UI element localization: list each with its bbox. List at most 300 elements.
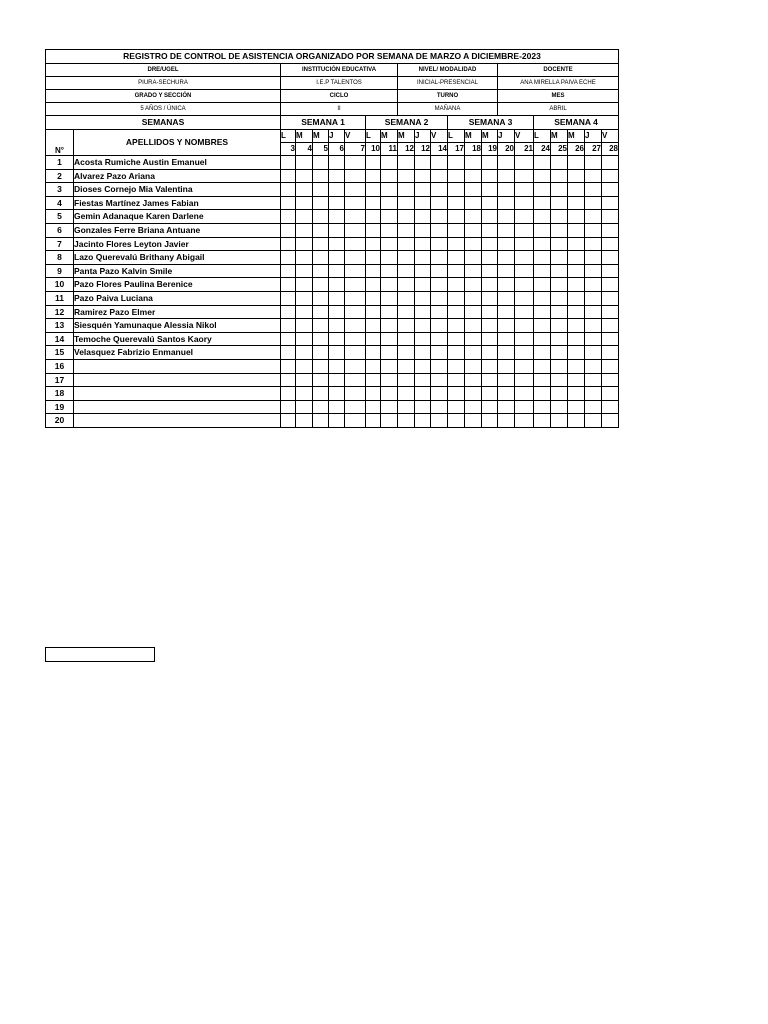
attendance-cell[interactable] [296,210,313,224]
attendance-cell[interactable] [366,319,381,333]
attendance-cell[interactable] [551,359,568,373]
attendance-cell[interactable] [602,251,619,265]
attendance-cell[interactable] [398,305,415,319]
attendance-cell[interactable] [281,237,296,251]
attendance-cell[interactable] [498,414,515,428]
attendance-cell[interactable] [465,291,482,305]
attendance-cell[interactable] [329,169,345,183]
attendance-cell[interactable] [534,210,551,224]
attendance-cell[interactable] [602,264,619,278]
attendance-cell[interactable] [498,387,515,401]
attendance-cell[interactable] [498,251,515,265]
attendance-cell[interactable] [515,251,534,265]
attendance-cell[interactable] [534,387,551,401]
attendance-cell[interactable] [465,387,482,401]
attendance-cell[interactable] [329,210,345,224]
attendance-cell[interactable] [534,332,551,346]
attendance-cell[interactable] [366,183,381,197]
attendance-cell[interactable] [534,264,551,278]
attendance-cell[interactable] [431,400,448,414]
attendance-cell[interactable] [602,156,619,170]
attendance-cell[interactable] [415,169,431,183]
attendance-cell[interactable] [296,156,313,170]
attendance-cell[interactable] [296,387,313,401]
attendance-cell[interactable] [381,291,398,305]
attendance-cell[interactable] [329,291,345,305]
attendance-cell[interactable] [515,414,534,428]
attendance-cell[interactable] [381,169,398,183]
attendance-cell[interactable] [345,156,366,170]
attendance-cell[interactable] [515,237,534,251]
attendance-cell[interactable] [602,400,619,414]
attendance-cell[interactable] [381,251,398,265]
attendance-cell[interactable] [313,278,329,292]
attendance-cell[interactable] [448,387,465,401]
attendance-cell[interactable] [585,278,602,292]
attendance-cell[interactable] [313,319,329,333]
attendance-cell[interactable] [281,169,296,183]
attendance-cell[interactable] [585,210,602,224]
attendance-cell[interactable] [448,278,465,292]
attendance-cell[interactable] [366,387,381,401]
attendance-cell[interactable] [329,332,345,346]
attendance-cell[interactable] [551,278,568,292]
attendance-cell[interactable] [482,264,498,278]
attendance-cell[interactable] [551,291,568,305]
attendance-cell[interactable] [366,278,381,292]
attendance-cell[interactable] [431,359,448,373]
attendance-cell[interactable] [381,210,398,224]
attendance-cell[interactable] [515,210,534,224]
attendance-cell[interactable] [515,373,534,387]
attendance-cell[interactable] [415,237,431,251]
attendance-cell[interactable] [551,237,568,251]
attendance-cell[interactable] [366,251,381,265]
attendance-cell[interactable] [515,264,534,278]
attendance-cell[interactable] [281,400,296,414]
attendance-cell[interactable] [345,210,366,224]
attendance-cell[interactable] [498,196,515,210]
attendance-cell[interactable] [534,183,551,197]
attendance-cell[interactable] [602,332,619,346]
attendance-cell[interactable] [345,305,366,319]
attendance-cell[interactable] [465,414,482,428]
attendance-cell[interactable] [296,169,313,183]
attendance-cell[interactable] [534,196,551,210]
attendance-cell[interactable] [568,237,585,251]
attendance-cell[interactable] [431,291,448,305]
attendance-cell[interactable] [415,305,431,319]
attendance-cell[interactable] [585,156,602,170]
attendance-cell[interactable] [281,156,296,170]
attendance-cell[interactable] [398,169,415,183]
attendance-cell[interactable] [534,305,551,319]
attendance-cell[interactable] [345,346,366,360]
attendance-cell[interactable] [568,400,585,414]
attendance-cell[interactable] [381,400,398,414]
attendance-cell[interactable] [415,319,431,333]
attendance-cell[interactable] [465,278,482,292]
attendance-cell[interactable] [398,223,415,237]
attendance-cell[interactable] [415,332,431,346]
attendance-cell[interactable] [281,278,296,292]
attendance-cell[interactable] [345,223,366,237]
attendance-cell[interactable] [431,237,448,251]
attendance-cell[interactable] [345,291,366,305]
attendance-cell[interactable] [534,319,551,333]
attendance-cell[interactable] [448,156,465,170]
attendance-cell[interactable] [515,305,534,319]
attendance-cell[interactable] [551,251,568,265]
attendance-cell[interactable] [602,346,619,360]
attendance-cell[interactable] [415,400,431,414]
attendance-cell[interactable] [296,251,313,265]
attendance-cell[interactable] [482,400,498,414]
attendance-cell[interactable] [498,223,515,237]
attendance-cell[interactable] [448,223,465,237]
attendance-cell[interactable] [366,223,381,237]
attendance-cell[interactable] [313,223,329,237]
attendance-cell[interactable] [329,278,345,292]
attendance-cell[interactable] [534,400,551,414]
attendance-cell[interactable] [482,387,498,401]
attendance-cell[interactable] [515,223,534,237]
attendance-cell[interactable] [431,346,448,360]
attendance-cell[interactable] [281,346,296,360]
attendance-cell[interactable] [296,278,313,292]
attendance-cell[interactable] [431,387,448,401]
attendance-cell[interactable] [551,319,568,333]
attendance-cell[interactable] [345,387,366,401]
attendance-cell[interactable] [296,237,313,251]
attendance-cell[interactable] [415,183,431,197]
attendance-cell[interactable] [465,169,482,183]
attendance-cell[interactable] [296,196,313,210]
attendance-cell[interactable] [534,251,551,265]
attendance-cell[interactable] [381,359,398,373]
attendance-cell[interactable] [585,332,602,346]
attendance-cell[interactable] [381,305,398,319]
attendance-cell[interactable] [329,400,345,414]
attendance-cell[interactable] [515,291,534,305]
attendance-cell[interactable] [498,319,515,333]
attendance-cell[interactable] [585,359,602,373]
attendance-cell[interactable] [585,319,602,333]
attendance-cell[interactable] [431,169,448,183]
attendance-cell[interactable] [281,264,296,278]
attendance-cell[interactable] [329,359,345,373]
attendance-cell[interactable] [602,359,619,373]
attendance-cell[interactable] [366,305,381,319]
attendance-cell[interactable] [431,223,448,237]
attendance-cell[interactable] [551,332,568,346]
attendance-cell[interactable] [345,400,366,414]
attendance-cell[interactable] [465,223,482,237]
attendance-cell[interactable] [448,332,465,346]
attendance-cell[interactable] [366,291,381,305]
attendance-cell[interactable] [366,346,381,360]
attendance-cell[interactable] [551,346,568,360]
attendance-cell[interactable] [329,346,345,360]
attendance-cell[interactable] [482,196,498,210]
attendance-cell[interactable] [415,387,431,401]
attendance-cell[interactable] [568,305,585,319]
attendance-cell[interactable] [465,156,482,170]
attendance-cell[interactable] [568,251,585,265]
attendance-cell[interactable] [329,223,345,237]
attendance-cell[interactable] [568,196,585,210]
attendance-cell[interactable] [296,319,313,333]
attendance-cell[interactable] [313,414,329,428]
attendance-cell[interactable] [602,291,619,305]
attendance-cell[interactable] [381,183,398,197]
attendance-cell[interactable] [602,169,619,183]
attendance-cell[interactable] [329,373,345,387]
attendance-cell[interactable] [482,223,498,237]
attendance-cell[interactable] [415,414,431,428]
attendance-cell[interactable] [498,237,515,251]
attendance-cell[interactable] [329,156,345,170]
attendance-cell[interactable] [551,387,568,401]
attendance-cell[interactable] [568,319,585,333]
attendance-cell[interactable] [534,237,551,251]
attendance-cell[interactable] [515,400,534,414]
attendance-cell[interactable] [281,291,296,305]
attendance-cell[interactable] [448,264,465,278]
attendance-cell[interactable] [296,183,313,197]
attendance-cell[interactable] [345,414,366,428]
attendance-cell[interactable] [551,400,568,414]
attendance-cell[interactable] [465,305,482,319]
attendance-cell[interactable] [398,237,415,251]
attendance-cell[interactable] [345,278,366,292]
attendance-cell[interactable] [366,237,381,251]
attendance-cell[interactable] [568,414,585,428]
attendance-cell[interactable] [381,196,398,210]
attendance-cell[interactable] [313,183,329,197]
attendance-cell[interactable] [329,251,345,265]
attendance-cell[interactable] [448,183,465,197]
attendance-cell[interactable] [498,210,515,224]
attendance-cell[interactable] [381,387,398,401]
attendance-cell[interactable] [465,183,482,197]
attendance-cell[interactable] [345,251,366,265]
attendance-cell[interactable] [448,346,465,360]
attendance-cell[interactable] [448,291,465,305]
attendance-cell[interactable] [281,251,296,265]
attendance-cell[interactable] [398,346,415,360]
attendance-cell[interactable] [551,210,568,224]
attendance-cell[interactable] [602,237,619,251]
attendance-cell[interactable] [585,400,602,414]
attendance-cell[interactable] [431,210,448,224]
attendance-cell[interactable] [482,373,498,387]
attendance-cell[interactable] [482,251,498,265]
attendance-cell[interactable] [281,305,296,319]
attendance-cell[interactable] [585,291,602,305]
attendance-cell[interactable] [415,196,431,210]
attendance-cell[interactable] [329,196,345,210]
attendance-cell[interactable] [281,196,296,210]
attendance-cell[interactable] [313,332,329,346]
attendance-cell[interactable] [366,359,381,373]
attendance-cell[interactable] [551,373,568,387]
attendance-cell[interactable] [415,223,431,237]
attendance-cell[interactable] [415,156,431,170]
attendance-cell[interactable] [568,346,585,360]
attendance-cell[interactable] [415,346,431,360]
attendance-cell[interactable] [551,264,568,278]
attendance-cell[interactable] [515,387,534,401]
attendance-cell[interactable] [366,169,381,183]
attendance-cell[interactable] [568,156,585,170]
attendance-cell[interactable] [498,169,515,183]
attendance-cell[interactable] [551,196,568,210]
attendance-cell[interactable] [366,210,381,224]
attendance-cell[interactable] [498,183,515,197]
attendance-cell[interactable] [296,373,313,387]
attendance-cell[interactable] [602,305,619,319]
attendance-cell[interactable] [366,156,381,170]
attendance-cell[interactable] [551,156,568,170]
attendance-cell[interactable] [313,400,329,414]
attendance-cell[interactable] [568,359,585,373]
attendance-cell[interactable] [281,223,296,237]
attendance-cell[interactable] [602,183,619,197]
attendance-cell[interactable] [498,359,515,373]
attendance-cell[interactable] [602,278,619,292]
attendance-cell[interactable] [585,169,602,183]
attendance-cell[interactable] [296,264,313,278]
attendance-cell[interactable] [515,359,534,373]
attendance-cell[interactable] [602,387,619,401]
attendance-cell[interactable] [602,223,619,237]
attendance-cell[interactable] [585,237,602,251]
attendance-cell[interactable] [568,264,585,278]
attendance-cell[interactable] [431,251,448,265]
attendance-cell[interactable] [381,156,398,170]
attendance-cell[interactable] [534,169,551,183]
attendance-cell[interactable] [431,305,448,319]
attendance-cell[interactable] [551,305,568,319]
attendance-cell[interactable] [448,251,465,265]
attendance-cell[interactable] [568,387,585,401]
attendance-cell[interactable] [585,183,602,197]
attendance-cell[interactable] [381,319,398,333]
attendance-cell[interactable] [345,319,366,333]
attendance-cell[interactable] [585,196,602,210]
attendance-cell[interactable] [415,264,431,278]
attendance-cell[interactable] [296,414,313,428]
attendance-cell[interactable] [515,278,534,292]
attendance-cell[interactable] [465,373,482,387]
attendance-cell[interactable] [465,400,482,414]
attendance-cell[interactable] [534,278,551,292]
attendance-cell[interactable] [398,373,415,387]
attendance-cell[interactable] [415,278,431,292]
attendance-cell[interactable] [585,264,602,278]
attendance-cell[interactable] [345,264,366,278]
attendance-cell[interactable] [398,400,415,414]
attendance-cell[interactable] [366,414,381,428]
attendance-cell[interactable] [465,210,482,224]
attendance-cell[interactable] [296,332,313,346]
attendance-cell[interactable] [313,359,329,373]
attendance-cell[interactable] [551,183,568,197]
attendance-cell[interactable] [534,346,551,360]
attendance-cell[interactable] [465,251,482,265]
attendance-cell[interactable] [281,373,296,387]
attendance-cell[interactable] [498,346,515,360]
attendance-cell[interactable] [465,237,482,251]
attendance-cell[interactable] [366,264,381,278]
attendance-cell[interactable] [498,400,515,414]
attendance-cell[interactable] [568,210,585,224]
attendance-cell[interactable] [398,387,415,401]
attendance-cell[interactable] [398,278,415,292]
attendance-cell[interactable] [398,210,415,224]
attendance-cell[interactable] [281,414,296,428]
attendance-cell[interactable] [482,359,498,373]
attendance-cell[interactable] [448,414,465,428]
attendance-cell[interactable] [281,210,296,224]
attendance-cell[interactable] [448,237,465,251]
attendance-cell[interactable] [281,387,296,401]
attendance-cell[interactable] [296,400,313,414]
attendance-cell[interactable] [415,373,431,387]
attendance-cell[interactable] [345,332,366,346]
attendance-cell[interactable] [448,373,465,387]
attendance-cell[interactable] [482,237,498,251]
attendance-cell[interactable] [415,210,431,224]
attendance-cell[interactable] [568,278,585,292]
attendance-cell[interactable] [515,169,534,183]
attendance-cell[interactable] [482,332,498,346]
attendance-cell[interactable] [515,319,534,333]
attendance-cell[interactable] [313,169,329,183]
attendance-cell[interactable] [482,346,498,360]
attendance-cell[interactable] [381,237,398,251]
attendance-cell[interactable] [296,305,313,319]
attendance-cell[interactable] [448,196,465,210]
attendance-cell[interactable] [381,264,398,278]
attendance-cell[interactable] [329,305,345,319]
attendance-cell[interactable] [313,346,329,360]
attendance-cell[interactable] [482,291,498,305]
attendance-cell[interactable] [498,332,515,346]
attendance-cell[interactable] [568,183,585,197]
attendance-cell[interactable] [448,319,465,333]
attendance-cell[interactable] [534,373,551,387]
attendance-cell[interactable] [329,237,345,251]
attendance-cell[interactable] [431,264,448,278]
attendance-cell[interactable] [498,278,515,292]
attendance-cell[interactable] [465,319,482,333]
attendance-cell[interactable] [329,319,345,333]
attendance-cell[interactable] [568,291,585,305]
attendance-cell[interactable] [313,156,329,170]
attendance-cell[interactable] [482,319,498,333]
attendance-cell[interactable] [296,223,313,237]
attendance-cell[interactable] [313,210,329,224]
attendance-cell[interactable] [482,156,498,170]
attendance-cell[interactable] [296,359,313,373]
attendance-cell[interactable] [515,346,534,360]
attendance-cell[interactable] [329,183,345,197]
attendance-cell[interactable] [568,169,585,183]
attendance-cell[interactable] [498,156,515,170]
attendance-cell[interactable] [366,400,381,414]
